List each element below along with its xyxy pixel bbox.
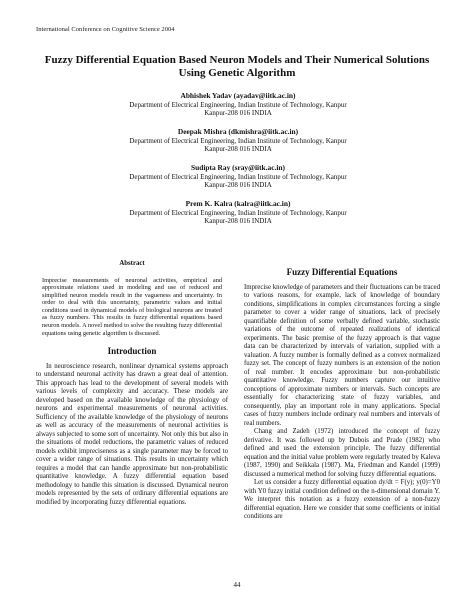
author-3 [78, 164, 398, 190]
left-column [36, 260, 228, 507]
author-4 [78, 200, 398, 226]
fde-paragraph-2: Chang and Zadeh (1972) introduced the concept of fuzzy derivative. It was followed up by Dubois and Prade (1982) who defined and used the extension principle. The fuzzy differential equation and the initial value problem were regularly treated by Kaleva (1987, 1990) and Seikkala (1987). Ma, Friedman and Kandel (1999) discussed a numerical method for solving fuzzy differential equations. [244, 428, 440, 478]
page-number: 44 [233, 581, 241, 589]
fde-heading: Fuzzy Differential Equations [286, 267, 398, 277]
author-dept: Department of Electrical Engineering, Indian Institute of Technology, Kanpur [129, 136, 347, 145]
introduction-text: In neuroscience research, nonlinear dynamical systems approach to understand neuronal activity has drawn a great deal of attention. This approach has lead to the development of several models with various levels of complexity and accuracy. These models are developed based on the available knowledge of the physiology of neurons and experimental measurements of neuronal activities. Sufficiency of the available knowledge of the physiology of neurons as well as accuracy of the measurements of neuronal activities is always subjected to some sort of uncertainty. Not only this but also in the situations of model reductions, the parametric values of reduced models exhibit impreciseness as a single parameter may be forced to cover a wider range of situations. This results in uncertainty which requires a model that can handle approximate but non-probabilistic quantitative knowledge. A fuzzy differential equation based methodology to handle this situation is discussed. Dynamical neuron models represented by the sets of ordinary differential equations are modified by incorporating fuzzy differential equations. [36, 362, 228, 506]
running-header: International Conference on Cognitive Science 2004 [36, 26, 175, 33]
author-addr: Kanpur-208 016 INDIA [204, 109, 272, 118]
abstract-heading: Abstract [119, 260, 145, 267]
paper-title: Fuzzy Differential Equation Based Neuron Models and Their Numerical Solutions Using Genetic Algorithm [44, 54, 430, 79]
author-dept: Department of Electrical Engineering, Indian Institute of Technology, Kanpur [129, 100, 347, 109]
fde-paragraph-3: Let us consider a fuzzy differential equation dy/dt = F(y); y(0)=Y0 with Y0 fuzzy initial condition defined on the n-dimensional domain Y. We interpret this notation as a fuzzy extension of a non-fuzzy differential equation. Here we consider that some coefficients or initial conditions are [244, 479, 440, 520]
right-column [244, 268, 440, 522]
author-name: Sudipta Ray (sray@iitk.ac.in) [191, 163, 285, 172]
fde-paragraph-1: Imprecise knowledge of parameters and their fluctuations can be traced to various reasons, for example, lack of knowledge of boundary conditions, simplifications in complex circumstances forcing a single parameter to cover a wider range of situations, lack of precisely quantifiable definition of some verbally defined variable, stochastic variations of the outcome of repeated realizations of identical experiments. The basic premise of the fuzzy approach is that vague data can be characterized by intervals of variation, supplied with a valuation. A fuzzy number is formally defined as a convex normalized fuzzy set. The concept of fuzzy numbers is an extension of the notion of real number. It encodes approximate but non-probabilistic quantitative knowledge. Fuzzy numbers capture our intuitive conceptions of approximate numbers or intervals. Such concepts are essentially for characterizing state of fuzzy variables, and consequently, play an important role in many applications. Special cases of fuzzy numbers include ordinary real numbers and intervals of real numbers. [244, 283, 440, 427]
author-addr: Kanpur-208 016 INDIA [204, 181, 272, 190]
author-dept: Department of Electrical Engineering, Indian Institute of Technology, Kanpur [129, 208, 347, 217]
author-2 [78, 128, 398, 154]
author-addr: Kanpur-208 016 INDIA [204, 217, 272, 226]
author-1 [78, 92, 398, 118]
abstract-text: Imprecise measurements of neuronal activities, empirical and approximate relations used in modeling and use of reduced and simplified neuron models result in the vagueness and uncertainty. In order to deal with this uncertainty, parametric values and initial conditions used in dynamical models of biological neurons are treated as fuzzy numbers. This results in fuzzy differential equations based neuron models. A novel method to solve the resulting fuzzy differential equations using genetic algorithm is discussed. [42, 276, 222, 337]
introduction-heading: Introduction [107, 346, 157, 357]
author-name: Prem K. Kalra (kalra@iitk.ac.in) [185, 199, 291, 208]
author-name: Abhishek Yadav (ayadav@iitk.ac.in) [180, 91, 296, 100]
author-addr: Kanpur-208 016 INDIA [204, 145, 272, 154]
author-name: Deepak Mishra (dkmishra@iitk.ac.in) [177, 127, 299, 136]
author-dept: Department of Electrical Engineering, Indian Institute of Technology, Kanpur [129, 172, 347, 181]
